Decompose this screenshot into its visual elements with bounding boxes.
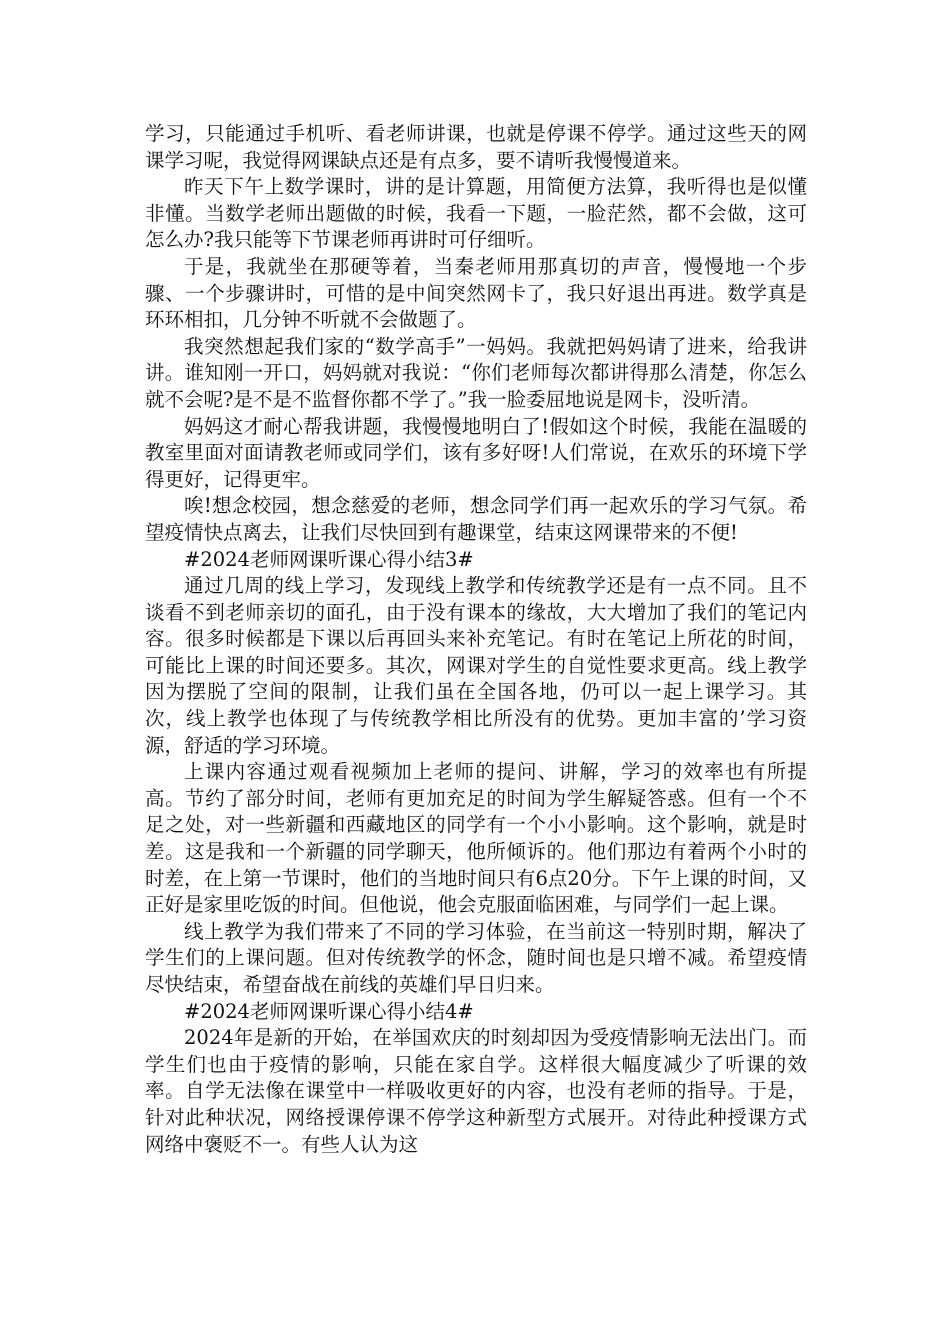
paragraph-network-lag: 于是，我就坐在那硬等着，当秦老师用那真切的声音，慢慢地一个步骤、一个步骤讲时，可惜的是中间突然网卡了，我只好退出再进。数学真是环环相扣，几分钟不听就不会做题了。 (145, 254, 807, 332)
paragraph-time-difference: 上课内容通过观看视频加上老师的提问、讲解，学习的效率也有所提高。节约了部分时间，老师有更加充足的时间为学生解疑答惑。但有一个不足之处，对一些新疆和西藏地区的同学有一个小小影响。这个影响，就是时差。这是我和一个新疆的同学聊天，他所倾诉的。他们那边有着两个小时的时差，在上第一节课时，他们的当地时间只有6点20分。下午上课的时间，又正好是家里吃饭的时间。但他说，他会克服面临困难，与同学们一起上课。 (145, 760, 807, 917)
paragraph-understanding: 妈妈这才耐心帮我讲题，我慢慢地明白了!假如这个时候，我能在温暖的教室里面对面请教老师或同学们，该有多好呀!人们常说，在欢乐的环境下学得更好，记得更牢。 (145, 414, 807, 491)
paragraph-mother-help: 我突然想起我们家的“数学高手”一妈妈。我就把妈妈请了进来，给我讲讲。谁知刚一开口，妈妈就对我说：“你们老师每次都讲得那么清楚，你怎么就不会呢?是不是不监督你都不学了。”我一脸委屈地说是网卡，没听清。 (145, 334, 807, 411)
paragraph-math-class: 昨天下午上数学课时，讲的是计算题，用简便方法算，我听得也是似懂非懂。当数学老师出题做的时候，我看一下题，一脸茫然，都不会做，这可怎么办?我只能等下节课老师再讲时可仔细听。 (145, 175, 807, 252)
section-heading-3: #2024老师网课听课心得小结3# (184, 547, 474, 571)
paragraph-online-vs-traditional: 通过几周的线上学习，发现线上教学和传统教学还是有一点不同。且不谈看不到老师亲切的面孔，由于没有课本的缘故，大大增加了我们的笔记内容。很多时候都是下课以后再回头来补充笔记。有时在笔记上所花的时间，可能比上课的时间还要多。其次，网课对学生的自觉性要求更高。线上教学因为摆脱了空间的限制，让我们虽在全国各地，仍可以一起上课学习。其次，线上教学也体现了与传统教学相比所没有的优势。更加丰富的’学习资源，舒适的学习环境。 (145, 574, 807, 757)
paragraph-miss-school: 唉!想念校园，想念慈爱的老师，想念同学们再一起欢乐的学习气氛。希望疫情快点离去，让我们尽快回到有趣课堂，结束这网课带来的不便! (145, 494, 807, 544)
section-heading-4: #2024老师网课听课心得小结4# (184, 999, 474, 1023)
paragraph-new-experience: 线上教学为我们带来了不同的学习体验，在当前这一特别时期，解决了学生们的上课问题。但对传统教学的怀念，随时间也是只增不减。希望疫情尽快结束，希望奋战在前线的英雄们早日归来。 (145, 919, 807, 996)
paragraph-continued: 学习，只能通过手机听、看老师讲课，也就是停课不停学。通过这些天的网课学习呢，我觉得网课缺点还是有点多，要不请听我慢慢道来。 (145, 122, 807, 172)
document-body (145, 121, 807, 1158)
paragraph-new-year: 2024年是新的开始，在举国欢庆的时刻却因为受疫情影响无法出门。而学生们也由于疫情的影响，只能在家自学。这样很大幅度减少了听课的效率。自学无法像在课堂中一样吸收更好的内容，也没有老师的指导。于是，针对此种状况，网络授课停课不停学这种新型方式展开。对待此种授课方式网络中褒贬不一。有些人认为这 (145, 1026, 807, 1156)
